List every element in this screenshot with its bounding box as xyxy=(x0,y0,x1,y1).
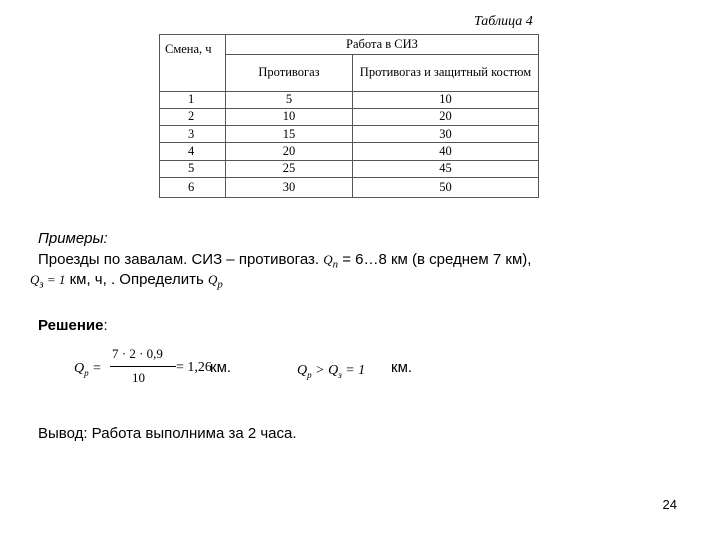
qr-formula: $Q_р$ xyxy=(208,272,223,291)
table-row xyxy=(160,91,539,108)
example-line-1 xyxy=(38,251,531,271)
example-line-2-text: км, ч, . Определить xyxy=(69,271,204,288)
formula-lhs: $Q_р$ = xyxy=(74,361,102,378)
cell-shift: 4 xyxy=(160,143,226,160)
cell-gas-mask-suit: 10 xyxy=(353,91,539,108)
cell-gas-mask: 30 xyxy=(226,177,353,197)
fraction-bar xyxy=(110,366,176,367)
cell-shift: 2 xyxy=(160,108,226,125)
cell-gas-mask: 25 xyxy=(226,160,353,177)
example-line-2 xyxy=(30,271,223,291)
cell-gas-mask-suit: 20 xyxy=(353,108,539,125)
header-gas-mask: Противогаз xyxy=(226,55,353,91)
cell-gas-mask-suit: 50 xyxy=(353,177,539,197)
cell-shift: 1 xyxy=(160,91,226,108)
cell-gas-mask-suit: 30 xyxy=(353,126,539,143)
cell-shift: 3 xyxy=(160,126,226,143)
solution-heading: Решение xyxy=(38,317,104,334)
header-shift: Смена, ч xyxy=(160,35,226,92)
table-row xyxy=(160,177,539,197)
cell-gas-mask-suit: 45 xyxy=(353,160,539,177)
table-row xyxy=(160,126,539,143)
qn-formula: $Q_п$ xyxy=(323,252,339,271)
formula-denominator: 10 xyxy=(132,370,145,385)
unit-2: км. xyxy=(391,359,413,376)
examples-heading: Примеры: xyxy=(38,230,108,247)
cell-gas-mask: 10 xyxy=(226,108,353,125)
unit-1: км. xyxy=(210,359,232,376)
siz-table xyxy=(159,34,539,198)
cell-shift: 6 xyxy=(160,177,226,197)
header-gas-mask-suit: Противогаз и защитный костюм xyxy=(353,55,539,91)
qz-formula: $Q_з = 1$ xyxy=(30,272,66,291)
formula-numerator: 7 · 2 · 0,9 xyxy=(112,346,163,361)
cell-shift: 5 xyxy=(160,160,226,177)
cell-gas-mask: 20 xyxy=(226,143,353,160)
example-line-1-text: Проезды по завалам. СИЗ – противогаз. xyxy=(38,251,320,268)
cell-gas-mask: 15 xyxy=(226,126,353,143)
page-number: 24 xyxy=(662,497,677,512)
header-group: Работа в СИЗ xyxy=(226,35,539,55)
conclusion-text: Вывод: Работа выполнима за 2 часа. xyxy=(38,425,297,442)
solution-heading-wrap xyxy=(38,317,108,334)
table-caption: Таблица 4 xyxy=(474,14,533,29)
solution-colon: : xyxy=(103,317,108,334)
comparison-formula: $Q_р > Q_з = 1$ xyxy=(297,363,366,380)
table-body xyxy=(160,91,539,197)
cell-gas-mask: 5 xyxy=(226,91,353,108)
example-line-1-rest: = 6…8 км (в среднем 7 км), xyxy=(342,251,532,268)
formula-result: = 1,26 xyxy=(176,360,212,375)
table-row xyxy=(160,143,539,160)
cell-gas-mask-suit: 40 xyxy=(353,143,539,160)
table-row xyxy=(160,160,539,177)
table-row xyxy=(160,108,539,125)
